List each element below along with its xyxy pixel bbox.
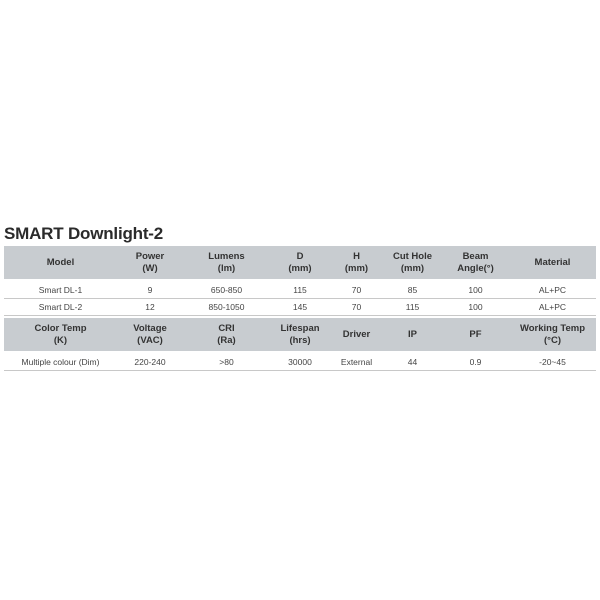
table-cell: External xyxy=(340,357,373,367)
table-cell: -20~45 xyxy=(539,357,566,367)
table-cell: Multiple colour (Dim) xyxy=(21,357,100,367)
column-header: IP xyxy=(408,328,417,340)
table-cell: 70 xyxy=(351,302,362,312)
table-cell: 145 xyxy=(292,302,308,312)
table2-header-row xyxy=(4,318,596,351)
table-row xyxy=(4,354,596,371)
table-cell: 650-850 xyxy=(210,285,243,295)
table-cell: 44 xyxy=(407,357,418,367)
table-cell: 100 xyxy=(468,302,483,312)
column-header: Driver xyxy=(342,328,371,340)
column-header: Beam Angle(°) xyxy=(457,250,494,274)
table-cell: 100 xyxy=(468,285,483,295)
table-cell: 30000 xyxy=(288,357,312,367)
column-header: PF xyxy=(469,328,482,340)
column-header: H (mm) xyxy=(344,250,369,274)
page-title: SMART Downlight-2 xyxy=(4,224,164,243)
column-header: Cut Hole (mm) xyxy=(392,250,433,274)
table-cell: AL+PC xyxy=(538,302,567,312)
column-header: Power (W) xyxy=(135,250,165,274)
table-row xyxy=(4,299,596,316)
table-cell: 0.9 xyxy=(469,357,482,367)
table-cell: AL+PC xyxy=(538,285,567,295)
table-row xyxy=(4,282,596,299)
column-header: Voltage (VAC) xyxy=(133,322,167,346)
table-cell: Smart DL-2 xyxy=(38,302,83,312)
spec-table xyxy=(4,246,596,371)
column-header: Lumens (lm) xyxy=(208,250,245,274)
table-cell: 850-1050 xyxy=(208,302,245,312)
table-cell: 220-240 xyxy=(134,357,166,367)
table-cell: 85 xyxy=(407,285,418,295)
table-cell: 9 xyxy=(147,285,153,295)
table-cell: 12 xyxy=(145,302,155,312)
column-header: Model xyxy=(46,256,75,268)
column-header: Lifespan (hrs) xyxy=(280,322,320,346)
table-cell: 115 xyxy=(405,302,420,312)
table-cell: 115 xyxy=(293,285,307,295)
table-cell: Smart DL-1 xyxy=(38,285,83,295)
column-header: Working Temp (°C) xyxy=(519,322,586,346)
table-cell: 70 xyxy=(351,285,362,295)
column-header: CRI (Ra) xyxy=(217,322,236,346)
table-cell: >80 xyxy=(219,357,234,367)
column-header: D (mm) xyxy=(288,250,312,274)
column-header: Color Temp (K) xyxy=(34,322,87,346)
column-header: Material xyxy=(534,256,571,268)
table1-header-row xyxy=(4,246,596,279)
